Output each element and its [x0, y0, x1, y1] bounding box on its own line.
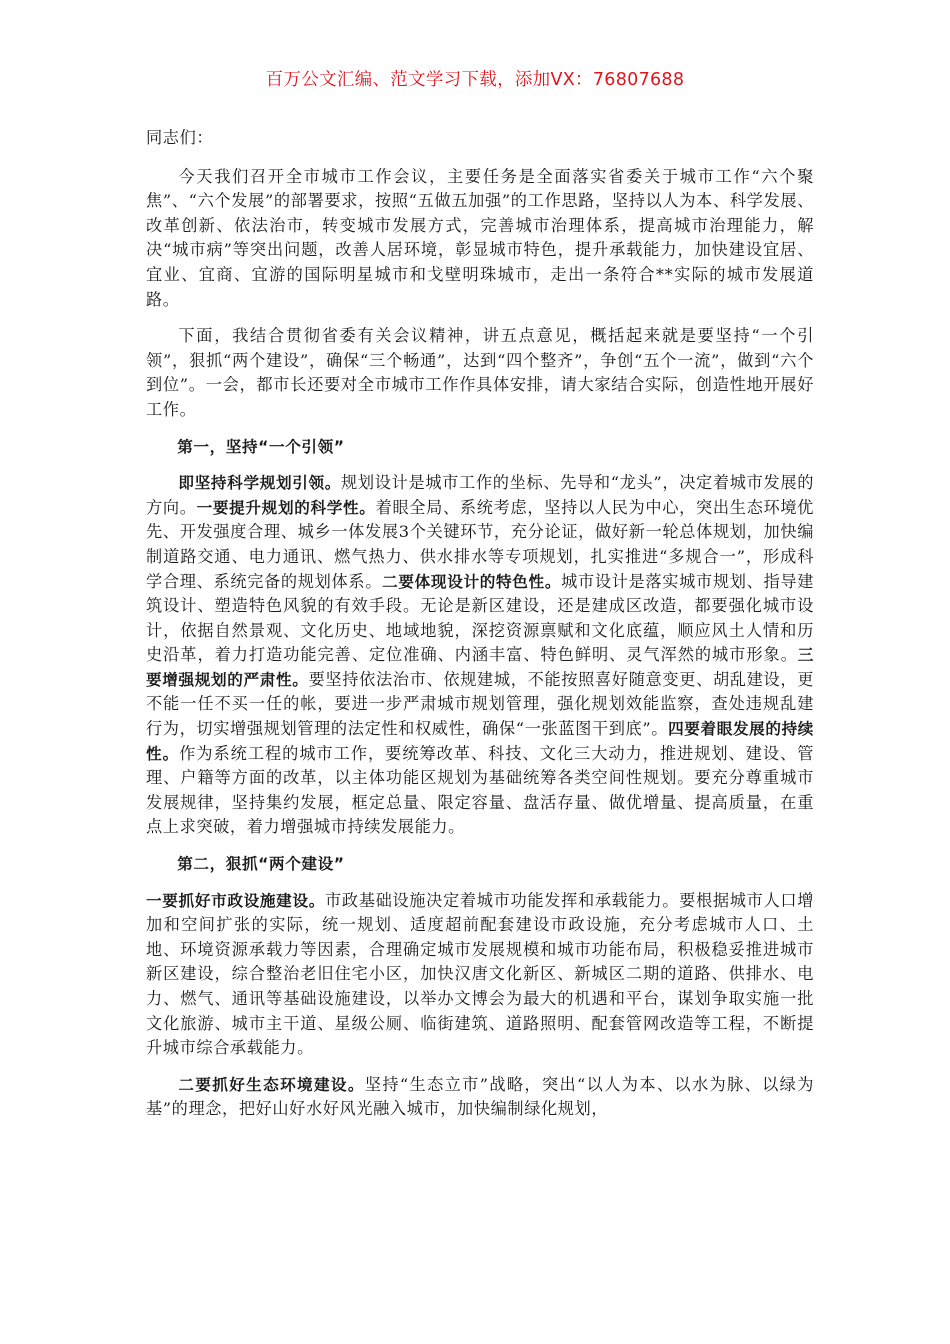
section-1-point-2-text: 城市设计是落实城市规划、指导建筑设计、塑造特色风貌的有效手段。无论是新区建设，还是建成区改造，都要强化城市设计，依据自然景观、文化历史、地域地貌，深挖资源禀赋和文化底蕴，顺应风土人情和历史沿革，着力打造功能完善、定位准确、内涵丰富、特色鲜明、灵气浑然的城市形象。 [146, 571, 814, 665]
section-2-point-2-bold: 二要抓好生态环境建设。 [178, 1075, 365, 1094]
section-1-point-1-text: 着眼全局、系统考虑，坚持以人民为中心，突出生态环境优先、开发强度合理、城乡一体发展3个关键环节，充分论证，做好新一轮总体规划，加快编制道路交通、电力通讯、燃气热力、供水排水等专项规划，扎实推进“多规合一”，形成科学合理、系统完备的规划体系。 [146, 497, 814, 591]
section-1-point-4-bold: 四要着眼发展的持续性。 [146, 720, 814, 763]
section-1-lead-text: 规划设计是城市工作的坐标、先导和“龙头”，决定着城市发展的方向。 [146, 473, 814, 517]
greeting: 同志们： [146, 128, 214, 147]
section-2-title: 第二，狠抓“两个建设” [177, 855, 345, 874]
intro-paragraph-2: 下面，我结合贯彻省委有关会议精神，讲五点意见，概括起来就是要坚持“一个引领”，狠抓“两个建设”，确保“三个畅通”，达到“四个整齐”，争创“五个一流”，做到“六个到位”。一会，都市长还要对全市城市工作作具体安排，请大家结合实际，创造性地开展好工作。 [146, 326, 814, 419]
watermark-header: 百万公文汇编、范文学习下载，添加VX：76807688 [265, 70, 685, 90]
section-2-point-2-text: 坚持“生态立市”战略，突出“以人为本、以水为脉、以绿为基”的理念，把好山好水好风光融入城市，加快编制绿化规划， [146, 1074, 814, 1119]
section-2-point-1-text: 市政基础设施决定着城市功能发挥和承载能力。要根据城市人口增加和空间扩张的实际，统一规划、适度超前配套建设市政设施，充分考虑城市人口、土地、环境资源承载力等因素，合理确定城市发展规模和城市功能布局，积极稳妥推进城市新区建设，综合整治老旧住宅小区，加快汉唐文化新区、新城区二期的道路、供排水、电力、燃气、通讯等基础设施建设，以举办文博会为最大的机遇和平台，谋划争取实施一批文化旅游、城市主干道、星级公厕、临街建筑、道路照明、配套管网改造等工程，不断提升城市综合承载能力。 [146, 890, 814, 1058]
section-1-point-3-text: 要坚持依法治市、依规建城，不能按照喜好随意变更、胡乱建设，更不能一任不买一任的帐，要进一步严肃城市规划管理，强化规划效能监察，查处违规乱建行为，切实增强规划管理的法定性和权威性，确保“一张蓝图干到底”。 [146, 669, 814, 739]
document-body [146, 126, 814, 1134]
section-1-point-4-text: 作为系统工程的城市工作，要统筹改革、科技、文化三大动力，推进规划、建设、管理、户籍等方面的改革，以主体功能区规划为基础统筹各类空间性规划。要充分尊重城市发展规律，坚持集约发展，框定总量、限定容量、盘活存量、做优增量、提高质量，在重点上求突破，着力增强城市持续发展能力。 [146, 743, 814, 837]
intro-paragraph-1: 今天我们召开全市城市工作会议，主要任务是全面落实省委关于城市工作“六个聚焦”、“六个发展”的部署要求，按照“五做五加强”的工作思路，坚持以人为本、科学发展、改革创新、依法治市，转变城市发展方式，完善城市治理体系，提高城市治理能力，解决“城市病”等突出问题，改善人居环境，彰显城市特色，提升承载能力，加快建设宜居、宜业、宜商、宜游的国际明星城市和戈壁明珠城市，走出一条符合**实际的城市发展道路。 [146, 166, 814, 309]
section-1-point-2-bold: 二要体现设计的特色性。 [382, 572, 562, 591]
section-2-paragraph-1 [146, 889, 814, 1061]
section-1-point-1-bold: 一要提升规划的科学性。 [196, 498, 376, 517]
section-1-title: 第一，坚持“一个引领” [177, 437, 345, 456]
section-2-paragraph-2 [146, 1073, 814, 1122]
section-1-lead-bold: 即坚持科学规划引领。 [178, 474, 342, 493]
section-1-point-3-bold: 三要增强规划的严肃性。 [146, 646, 814, 689]
section-2-point-1-bold: 一要抓好市政设施建设。 [146, 891, 325, 910]
section-1-paragraph [146, 471, 814, 840]
